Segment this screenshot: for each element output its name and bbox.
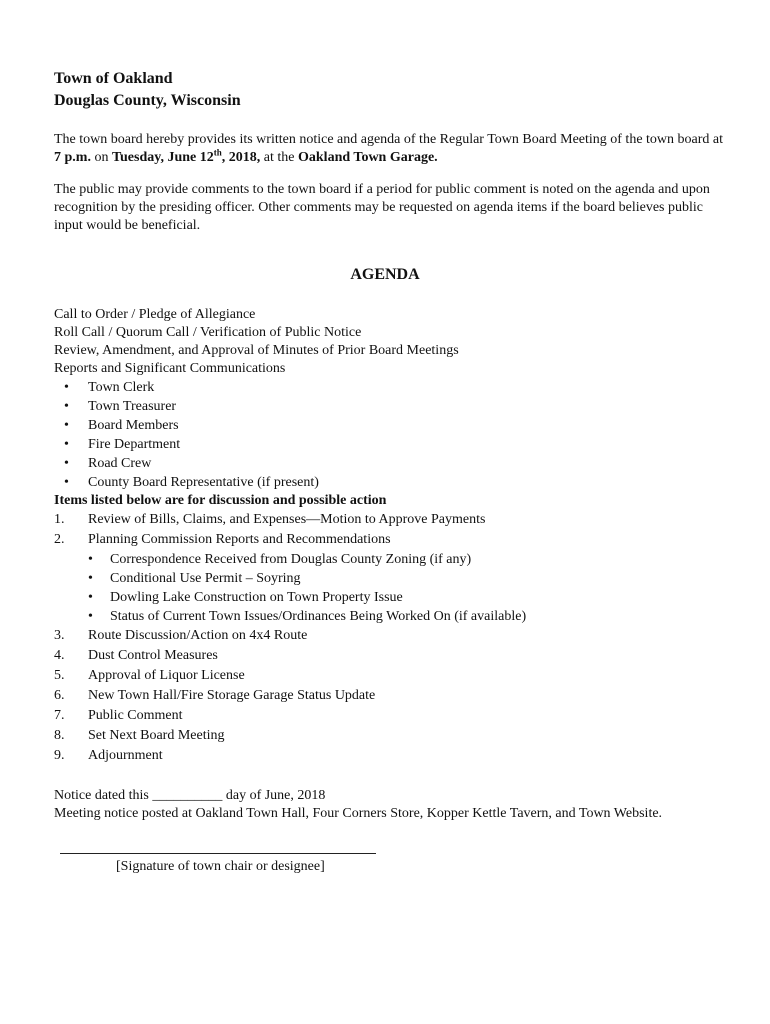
action-heading: Items listed below are for discussion and possible action xyxy=(54,493,387,508)
item-text: Set Next Board Meeting xyxy=(88,728,225,743)
numbered-item xyxy=(54,530,734,550)
agenda-item-minutes: Review, Amendment, and Approval of Minutes of Prior Board Meetings xyxy=(54,343,459,358)
planning-sub-item xyxy=(54,607,734,626)
item-text: Public Comment xyxy=(88,708,183,723)
sub-item-label: Correspondence Received from Douglas County Zoning (if any) xyxy=(110,552,472,567)
bullet-icon: • xyxy=(88,571,93,586)
numbered-item xyxy=(54,746,734,766)
bullet-icon: • xyxy=(88,609,93,624)
item-number: 3. xyxy=(54,628,65,643)
item-number: 5. xyxy=(54,668,65,683)
numbered-item xyxy=(54,666,734,686)
public-comment-paragraph: The public may provide comments to the town board if a period for public comment is noted on the agenda and upon recognition by the presiding officer. Other comments may be requested on agenda items if the board believes public input would be beneficial. xyxy=(54,182,710,233)
intro-text-2: on xyxy=(90,150,112,165)
meeting-date-year: , 2018, xyxy=(221,150,261,165)
numbered-item xyxy=(54,706,734,726)
numbered-item xyxy=(54,646,734,666)
report-item-label: Fire Department xyxy=(88,437,181,452)
agenda-item-roll-call: Roll Call / Quorum Call / Verification of Public Notice xyxy=(54,325,362,340)
document-header xyxy=(54,68,241,112)
meeting-date-main: Tuesday, June 12 xyxy=(111,150,214,165)
bullet-icon: • xyxy=(88,552,93,567)
bullet-icon: • xyxy=(88,590,93,605)
report-item xyxy=(54,435,734,454)
bullet-icon: • xyxy=(64,437,69,452)
agenda-title: AGENDA xyxy=(350,266,420,283)
meeting-place: Oakland Town Garage. xyxy=(298,150,438,165)
agenda-list xyxy=(54,306,734,766)
town-name: Town of Oakland xyxy=(54,70,173,87)
agenda-item-call-to-order: Call to Order / Pledge of Allegiance xyxy=(54,307,256,322)
item-text: Dust Control Measures xyxy=(88,648,218,663)
intro-text-1: The town board hereby provides its written notice and agenda of the Regular Town Board Meeting of the town board at xyxy=(54,132,724,147)
county-state: Douglas County, Wisconsin xyxy=(54,92,241,109)
bullet-icon: • xyxy=(64,399,69,414)
sub-item-label: Conditional Use Permit – Soyring xyxy=(110,571,301,586)
meeting-time: 7 p.m. xyxy=(54,150,91,165)
item-text: Approval of Liquor License xyxy=(88,668,245,683)
item-text: Adjournment xyxy=(88,748,163,763)
item-number: 8. xyxy=(54,728,65,743)
item-number: 6. xyxy=(54,688,65,703)
item-number: 9. xyxy=(54,748,65,763)
intro-text-3: at the xyxy=(260,150,298,165)
signature-caption: [Signature of town chair or designee] xyxy=(116,859,325,874)
signature-line xyxy=(60,853,376,854)
planning-sub-item xyxy=(54,588,734,607)
item-text: Route Discussion/Action on 4x4 Route xyxy=(88,628,308,643)
numbered-item xyxy=(54,726,734,746)
item-text: Review of Bills, Claims, and Expenses—Motion to Approve Payments xyxy=(88,512,486,527)
report-item xyxy=(54,454,734,473)
report-item xyxy=(54,397,734,416)
bullet-icon: • xyxy=(64,475,69,490)
bullet-icon: • xyxy=(64,380,69,395)
report-item xyxy=(54,416,734,435)
item-text: Planning Commission Reports and Recommendations xyxy=(88,532,391,547)
report-item xyxy=(54,378,734,397)
notice-dated: Notice dated this __________ day of June, 2018 xyxy=(54,788,326,803)
intro-paragraph xyxy=(54,131,724,167)
sub-item-label: Status of Current Town Issues/Ordinances Being Worked On (if available) xyxy=(110,609,527,624)
notice-posted: Meeting notice posted at Oakland Town Hall, Four Corners Store, Kopper Kettle Tavern, and Town Website. xyxy=(54,806,663,821)
numbered-item xyxy=(54,626,734,646)
sub-item-label: Dowling Lake Construction on Town Property Issue xyxy=(110,590,403,605)
report-item-label: Board Members xyxy=(88,418,179,433)
numbered-item xyxy=(54,510,734,530)
report-item-label: Town Clerk xyxy=(88,380,155,395)
item-text: New Town Hall/Fire Storage Garage Status Update xyxy=(88,688,376,703)
bullet-icon: • xyxy=(64,418,69,433)
report-item xyxy=(54,473,734,492)
notice-block xyxy=(54,787,662,823)
meeting-date xyxy=(111,147,261,165)
planning-sub-item xyxy=(54,550,734,569)
item-number: 2. xyxy=(54,532,65,547)
planning-sub-item xyxy=(54,569,734,588)
item-number: 4. xyxy=(54,648,65,663)
meeting-date-suffix: th xyxy=(213,147,222,158)
numbered-item xyxy=(54,686,734,706)
report-item-label: Road Crew xyxy=(88,456,152,471)
item-number: 7. xyxy=(54,708,65,723)
report-item-label: Town Treasurer xyxy=(88,399,177,414)
item-number: 1. xyxy=(54,512,65,527)
agenda-item-reports: Reports and Significant Communications xyxy=(54,361,286,376)
report-item-label: County Board Representative (if present) xyxy=(88,475,319,490)
bullet-icon: • xyxy=(64,456,69,471)
